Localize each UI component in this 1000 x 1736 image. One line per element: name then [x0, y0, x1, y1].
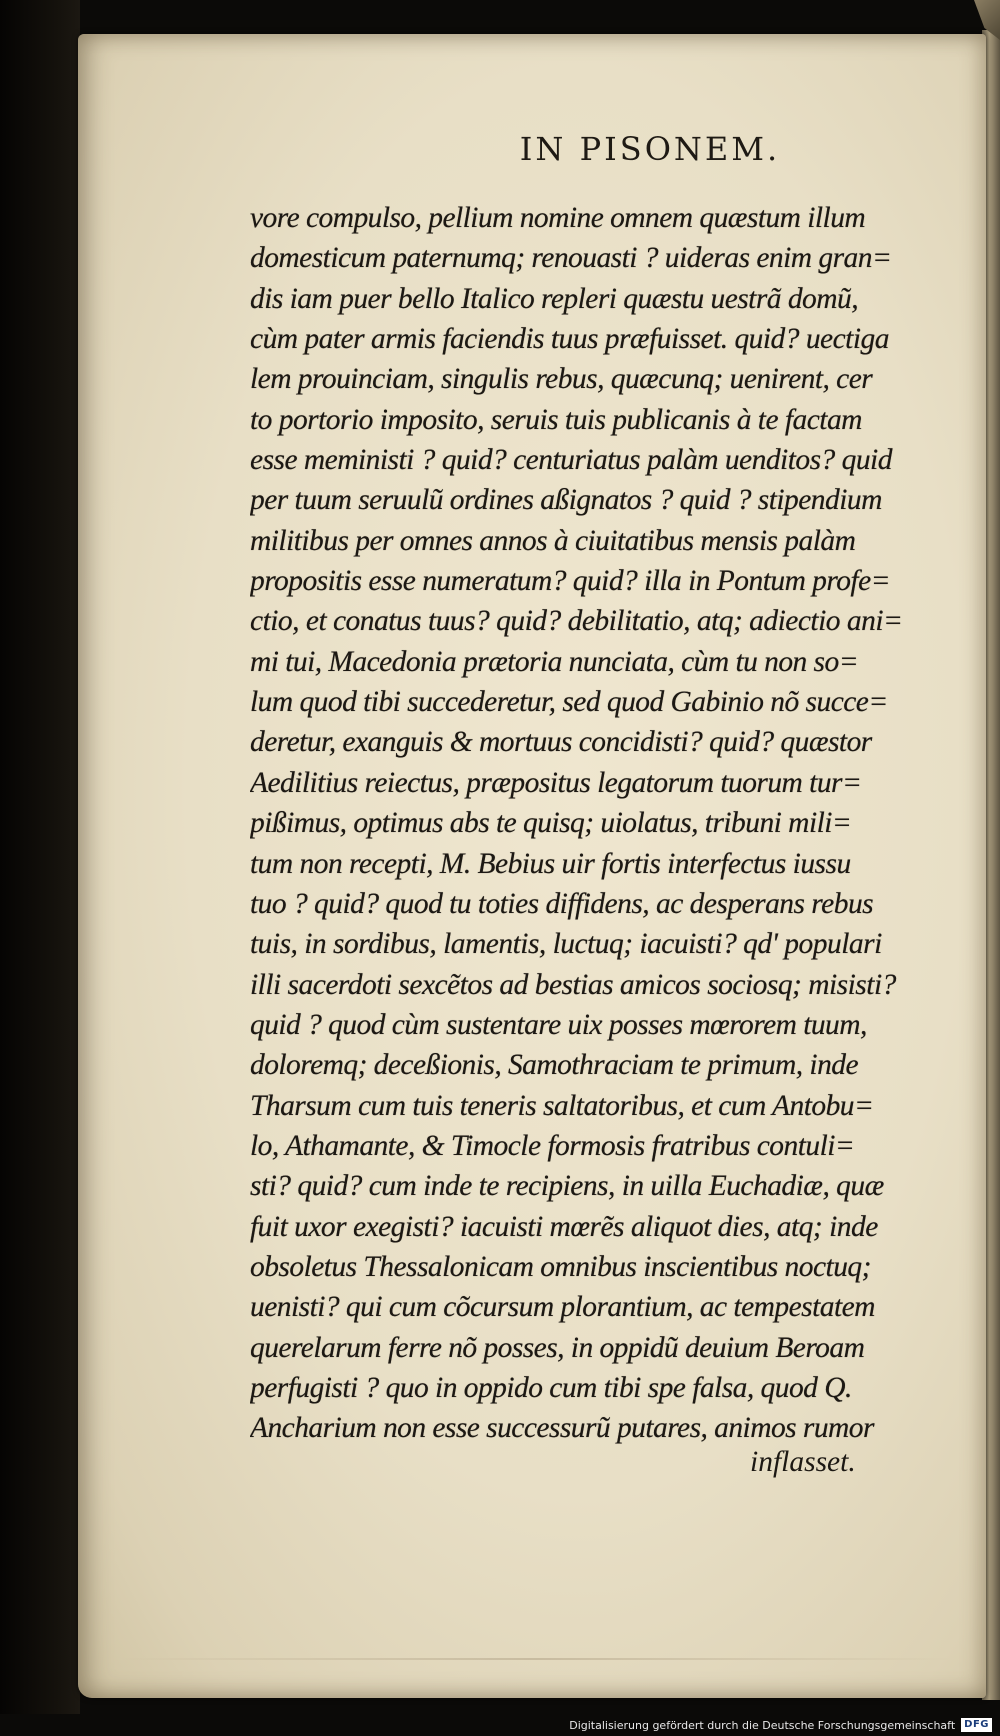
text-line: uenisti? qui cum cõcursum plorantium, ac tempestatem — [250, 1291, 875, 1324]
text-line: quid ? quod cùm sustentare uix posses mœrorem tuum, — [250, 1008, 867, 1041]
text-line: doloremq; deceßionis, Samothraciam te primum, inde — [250, 1049, 859, 1082]
text-line: querelarum ferre nõ posses, in oppidũ deuium Beroam — [250, 1331, 865, 1364]
text-line: perfugisti ? quo in oppido cum tibi spe falsa, quod Q. — [250, 1371, 852, 1404]
text-line: militibus per omnes annos à ciuitatibus mensis palàm — [250, 524, 856, 557]
text-line: Ancharium non esse successurũ putares, animos rumor — [250, 1412, 874, 1445]
text-line: propositis esse numeratum? quid? illa in Pontum profe= — [250, 565, 891, 598]
text-line: Aedilitius reiectus, præpositus legatorum tuorum tur= — [250, 766, 862, 799]
footer-bar — [0, 1714, 1000, 1736]
text-line: sti? quid? cum inde te recipiens, in uilla Euchadiæ, quæ — [250, 1170, 884, 1203]
text-line: lo, Athamante, & Timocle formosis fratribus contuli= — [250, 1129, 855, 1162]
catchword: inflasset. — [750, 1446, 856, 1478]
text-line: per tuum seruulũ ordines aßignatos ? quid ? stipendium — [250, 484, 882, 517]
text-line: domesticum paternumq; renouasti ? uideras enim gran= — [250, 242, 892, 275]
text-line: illi sacerdoti sexcẽtos ad bestias amicos sociosq; misisti? — [250, 968, 896, 1001]
text-line: pißimus, optimus abs te quisq; uiolatus, tribuni mili= — [250, 807, 852, 840]
body-text — [250, 198, 960, 1449]
text-line: fuit uxor exegisti? iacuisti mœrẽs aliquot dies, atq; inde — [250, 1210, 878, 1243]
text-line: to portorio imposito, seruis tuis publicanis à te factam — [250, 403, 862, 436]
text-line: esse meministi ? quid? centuriatus palàm uenditos? quid — [250, 444, 892, 477]
text-line: Tharsum cum tuis teneris saltatoribus, et cum Antobu= — [250, 1089, 874, 1122]
text-line: tum non recepti, M. Bebius uir fortis interfectus iussu — [250, 847, 851, 880]
funding-credit: Digitalisierung gefördert durch die Deutsche Forschungsgemeinschaft — [569, 1718, 956, 1732]
dfg-logo-icon: DFG — [961, 1718, 992, 1732]
text-line: mi tui, Macedonia prætoria nunciata, cùm tu non so= — [250, 645, 859, 678]
running-head: IN PISONEM. — [519, 130, 781, 168]
text-line: dis iam puer bello Italico repleri quæstu uestrã domũ, — [250, 282, 859, 315]
text-line: ctio, et conatus tuus? quid? debilitatio, atq; adiectio ani= — [250, 605, 903, 638]
text-line: lum quod tibi succederetur, sed quod Gabinio nõ succe= — [250, 686, 888, 719]
text-line: tuo ? quid? quod tu toties diffidens, ac desperans rebus — [250, 887, 874, 920]
text-line: lem prouinciam, singulis rebus, quæcunq; uenirent, cer — [250, 363, 873, 396]
text-line: deretur, exanguis & mortuus concidisti? quid? quæstor — [250, 726, 872, 759]
text-line: obsoletus Thessalonicam omnibus inscientibus noctuq; — [250, 1250, 871, 1283]
page-crease — [118, 1658, 956, 1660]
binding-shadow — [0, 0, 80, 1736]
text-line: tuis, in sordibus, lamentis, luctuq; iacuisti? qd' populari — [250, 928, 882, 961]
text-line: cùm pater armis faciendis tuus præfuisset. quid? uectiga — [250, 323, 889, 356]
text-line: vore compulso, pellium nomine omnem quæstum illum — [250, 202, 866, 234]
